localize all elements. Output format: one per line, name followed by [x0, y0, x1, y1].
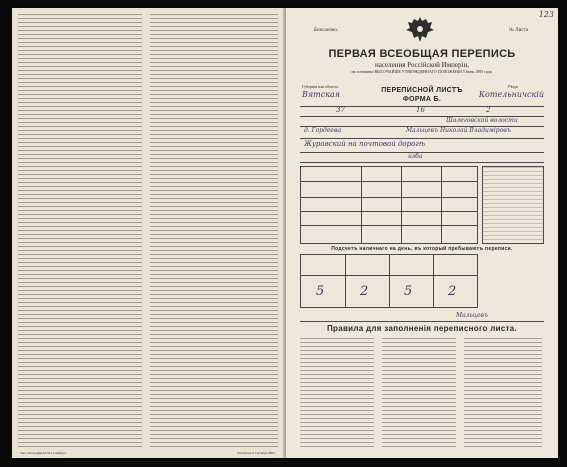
divider	[300, 321, 544, 322]
free-label: Безплатно.	[314, 28, 339, 33]
census-sheet-label: ПЕРЕПИСНОЙ ЛИСТЪ	[381, 87, 463, 94]
side-notes-box	[482, 166, 544, 244]
count-value: 2	[448, 284, 457, 299]
uezd-value: Котельничскій	[478, 90, 544, 99]
count-heading: Подсчетъ наличнаго на день, въ который пребываютъ переписи.	[331, 246, 513, 252]
text-block	[150, 14, 278, 448]
census-basis: на основаніи ВЫСОЧАЙШЕ УТВЕРЖДЕННАГО ПОЛОЖЕНІЯ 5 Іюня 1895 года.	[351, 69, 493, 74]
rules-column-3	[464, 338, 542, 448]
district-value-3: 2	[486, 106, 491, 114]
census-subtitle: населения Россійской Имперіи,	[375, 61, 469, 69]
right-page	[286, 8, 558, 458]
district-value-1: 37	[336, 106, 345, 114]
uezd-label: Уѣздъ	[507, 84, 518, 89]
hut-value: Журавский на почтовой дорогѣ	[304, 140, 426, 148]
corner-number: 123	[538, 10, 554, 19]
imperial-eagle-icon	[404, 14, 436, 46]
rules-column-1	[300, 338, 374, 448]
left-page	[12, 8, 284, 458]
volost-value: Шалеговской волости	[446, 117, 518, 124]
village-value: д. Гордеева	[304, 127, 342, 134]
count-value: 5	[316, 284, 325, 299]
sheet-label: № Листа	[509, 28, 528, 33]
rules-column-2	[382, 338, 456, 448]
left-column-2	[150, 14, 278, 448]
owner-value: Мальцевъ Николай Владиміровъ	[406, 127, 511, 134]
rules-heading: Правила для заполненія переписного листа.	[326, 324, 518, 333]
counter-signature: Мальцевъ	[456, 312, 489, 319]
count-value: 2	[360, 284, 369, 299]
left-footer-right: Отпечатано 6 Сентября 1896 г.	[236, 451, 276, 455]
house-value: изба	[408, 153, 423, 160]
district-value-2: 16	[416, 106, 425, 114]
region-label: Губернія или область	[302, 84, 339, 89]
household-table	[300, 166, 478, 244]
left-column-1	[18, 14, 142, 448]
count-value: 5	[404, 284, 413, 299]
text-block	[18, 14, 142, 448]
census-title: ПЕРВАЯ ВСЕОБЩАЯ ПЕРЕПИСЬ	[328, 48, 516, 60]
divider	[300, 162, 544, 163]
left-footer-left: Типо-литография М. М. Гутенберга.	[20, 451, 67, 455]
divider	[300, 138, 544, 139]
region-value: Вятская	[302, 90, 341, 99]
count-table	[300, 254, 478, 308]
form-label: ФОРМА Б.	[402, 96, 442, 103]
